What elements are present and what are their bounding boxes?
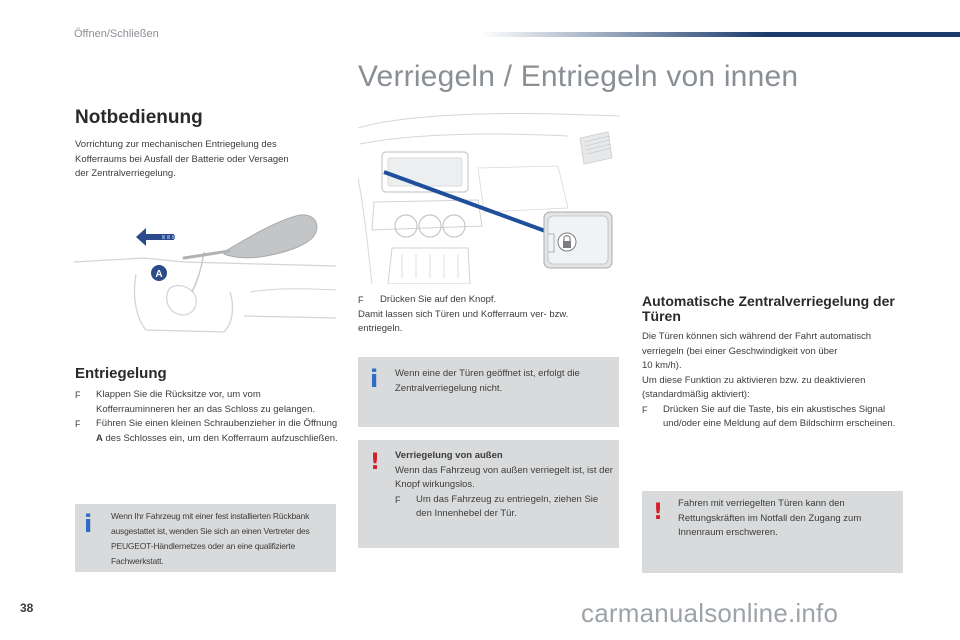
automatisch-heading: Automatische Zentralverriegelung der Türen [642, 293, 895, 324]
dashboard-lock-button-illustration [358, 108, 620, 284]
warning-icon: ! [653, 500, 664, 525]
notbedienung-heading: Notbedienung [75, 107, 203, 128]
info-icon: i [84, 510, 93, 538]
automatisch-text-2: Um diese Funktion zu aktivieren bzw. zu deaktivieren (standardmäßig aktiviert): [642, 374, 866, 400]
step-text: Um das Fahrzeug zu entriegeln, ziehen Sie den Innenhebel der Tür. [416, 493, 599, 519]
warning-text: Wenn das Fahrzeug von außen verriegelt ist, ist der Knopf wirkungslos. [395, 464, 613, 490]
automatisch-body [642, 330, 912, 432]
innen-step-block [358, 293, 620, 337]
warning-note-text: Fahren mit verriegelten Türen kann den Rettungskräften im Notfall den Zugang zum Innenraum erschweren. [678, 498, 862, 538]
bullet-marker: F [642, 404, 648, 415]
list-item [358, 293, 620, 308]
innen-steps [358, 293, 620, 308]
warning-steps [395, 493, 613, 522]
list-item [75, 417, 341, 446]
info-note-text: Wenn eine der Türen geöffnet ist, erfolgt die Zentralverriegelung nicht. [395, 368, 580, 394]
list-item [395, 493, 613, 522]
automatisch-steps [642, 403, 912, 432]
warning-note-box [642, 491, 903, 573]
opening-label: A [96, 432, 103, 444]
info-note-text: Wenn Ihr Fahrzeug mit einer fest installierten Rückbank ausgestattet ist, wenden Sie sich an einen Vertreter des PEUGEOT-Händlernetzes oder an eine qualifizierte Fachwerkstatt. [111, 511, 310, 566]
page-title: Verriegeln / Entriegeln von innen [358, 60, 799, 93]
step-text: Drücken Sie auf die Taste, bis ein akustisches Signal und/oder eine Meldung auf dem Bildschirm erscheinen. [663, 403, 896, 429]
list-item [75, 388, 341, 417]
figure-label-a: A [155, 269, 163, 280]
warning-icon: ! [370, 450, 381, 475]
notbedienung-text: Vorrichtung zur mechanischen Entriegelung des Kofferraums bei Ausfall der Batterie oder Versagen der Zentralverriegelung. [75, 139, 289, 179]
watermark: carmanualsonline.info [581, 598, 839, 628]
step-text: Drücken Sie auf den Knopf. [380, 294, 497, 305]
section-header: Öffnen/Schließen [74, 28, 159, 40]
bullet-marker: F [395, 494, 401, 505]
automatisch-text-1: Die Türen können sich während der Fahrt automatisch verriegeln (bei einer Geschwindigkeit von über 10 km/h). [642, 331, 872, 371]
innen-text: Damit lassen sich Türen und Kofferraum ver- bzw. entriegeln. [358, 308, 569, 334]
step-text: Führen Sie einen kleinen Schraubenzieher in die Öffnung [96, 418, 338, 429]
warning-note-box [358, 440, 619, 548]
header-accent-bar [480, 32, 960, 37]
list-item [642, 403, 912, 432]
info-note-box [358, 357, 619, 427]
warning-title: Verriegelung von außen [395, 450, 503, 461]
step-text: Klappen Sie die Rücksitze vor, um vom Kofferrauminneren her an das Schloss zu gelangen. [96, 389, 315, 415]
entriegelung-steps [75, 388, 341, 446]
entriegelung-heading: Entriegelung [75, 365, 167, 382]
bullet-marker: F [75, 390, 81, 400]
step-text-tail: des Schlosses ein, um den Kofferraum aufzuschließen. [105, 432, 338, 444]
info-note-box [75, 504, 336, 572]
page-number: 38 [20, 601, 34, 615]
info-icon: i [370, 365, 379, 393]
trunk-unlock-illustration [74, 196, 336, 336]
bullet-marker: F [358, 295, 364, 305]
warning-note-content [395, 449, 613, 522]
bullet-marker: F [75, 419, 81, 429]
